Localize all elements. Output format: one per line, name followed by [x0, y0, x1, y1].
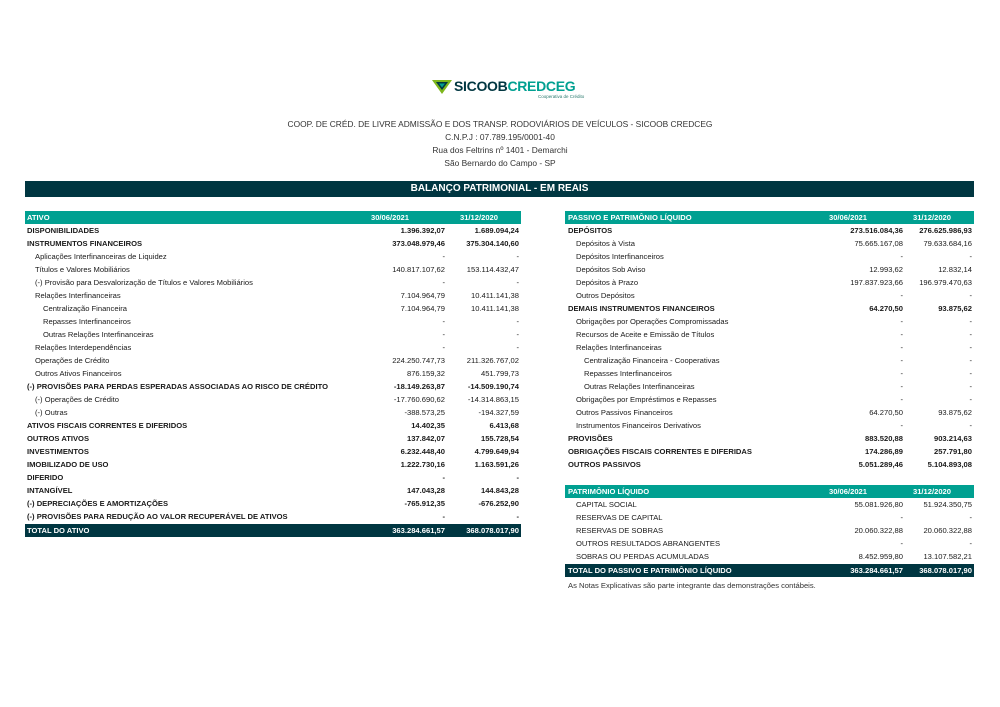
table-row: Operações de Crédito 224.250.747,73 211.326.767,02: [35, 356, 519, 365]
table-row: Repasses Interfinanceiros - -: [584, 369, 972, 378]
logo-brand: SICOOBCREDCEG: [454, 78, 576, 94]
table-row: Outras Relações Interfinanceiras - -: [584, 382, 972, 391]
table-row: PROVISÕES 883.520,88 903.214,63: [568, 434, 972, 443]
table-row: ATIVOS FISCAIS CORRENTES E DIFERIDOS 14.402,35 6.413,68: [27, 421, 519, 430]
table-row: INVESTIMENTOS 6.232.448,40 4.799.649,94: [27, 447, 519, 456]
table-row: Relações Interfinanceiras - -: [576, 343, 972, 352]
table-row: Títulos e Valores Mobiliários 140.817.107,62 153.114.432,47: [35, 265, 519, 274]
table-row: Repasses Interfinanceiros - -: [43, 317, 519, 326]
table-row: INSTRUMENTOS FINANCEIROS 373.048.979,46 375.304.140,60: [27, 239, 519, 248]
table-row: Centralização Financeira - Cooperativas - -: [584, 356, 972, 365]
table-row: Obrigações por Empréstimos e Repasses - -: [576, 395, 972, 404]
sicoob-logo: [432, 78, 585, 102]
table-row: RESERVAS DE SOBRAS 20.060.322,88 20.060.322,88: [576, 526, 972, 535]
table-row: Instrumentos Financeiros Derivativos - -: [576, 421, 972, 430]
table-row: INTANGÍVEL 147.043,28 144.843,28: [27, 486, 519, 495]
table-row: Recursos de Aceite e Emissão de Títulos - -: [576, 330, 972, 339]
table-row: Depósitos Sob Aviso 12.993,62 12.832,14: [576, 265, 972, 274]
table-row: DEPÓSITOS 273.516.084,36 276.625.986,93: [568, 226, 972, 235]
passivo-total-row: TOTAL DO PASSIVO E PATRIMÔNIO LÍQUIDO 363.284.661,57 368.078.017,90: [565, 564, 974, 577]
table-row: OUTROS ATIVOS 137.842,07 155.728,54: [27, 434, 519, 443]
table-row: (-) PROVISÕES PARA PERDAS ESPERADAS ASSOCIADAS AO RISCO DE CRÉDITO -18.149.263,87 -14.509.190,74: [27, 382, 519, 391]
page-title: BALANÇO PATRIMONIAL - EM REAIS: [25, 181, 974, 197]
table-row: Outros Passivos Financeiros 64.270,50 93.875,62: [576, 408, 972, 417]
table-row: DEMAIS INSTRUMENTOS FINANCEIROS 64.270,50 93.875,62: [568, 304, 972, 313]
passivo-header-row: PASSIVO E PATRIMÔNIO LÍQUIDO 30/06/2021 31/12/2020: [565, 211, 974, 224]
table-row: Depósitos Interfinanceiros - -: [576, 252, 972, 261]
table-row: Outros Depósitos - -: [576, 291, 972, 300]
table-row: Relações Interfinanceiras 7.104.964,79 10.411.141,38: [35, 291, 519, 300]
table-row: SOBRAS OU PERDAS ACUMULADAS 8.452.959,80 13.107.582,21: [576, 552, 972, 561]
table-row: Aplicações Interfinanceiras de Liquidez - -: [35, 252, 519, 261]
ativo-total-row: TOTAL DO ATIVO 363.284.661,57 368.078.017,90: [27, 526, 519, 535]
table-row: Outros Ativos Financeiros 876.159,32 451.799,73: [35, 369, 519, 378]
table-row: (-) Operações de Crédito -17.760.690,62 -14.314.863,15: [35, 395, 519, 404]
logo-subtitle: Cooperativa de Crédito: [538, 94, 585, 99]
table-row: DISPONIBILIDADES 1.396.392,07 1.689.094,24: [27, 226, 519, 235]
table-row: CAPITAL SOCIAL 55.081.926,80 51.924.350,75: [576, 500, 972, 509]
company-cnpj: C.N.P.J : 07.789.195/0001-40: [445, 132, 555, 142]
table-row: Obrigações por Operações Compromissadas - -: [576, 317, 972, 326]
sicoob-logo-icon: [432, 80, 452, 94]
company-name: COOP. DE CRÉD. DE LIVRE ADMISSÃO E DOS TRANSP. RODOVIÁRIOS DE VEÍCULOS - SICOOB CREDCEG: [287, 119, 713, 129]
table-row: Depósitos à Vista 75.665.167,08 79.633.684,16: [576, 239, 972, 248]
table-row: Outras Relações Interfinanceiras - -: [43, 330, 519, 339]
table-row: IMOBILIZADO DE USO 1.222.730,16 1.163.591,26: [27, 460, 519, 469]
company-header: [0, 118, 1000, 170]
table-row: Centralização Financeira 7.104.964,79 10.411.141,38: [43, 304, 519, 313]
company-address: Rua dos Feltrins nº 1401 - Demarchi: [432, 145, 568, 155]
table-row: DIFERIDO - -: [27, 473, 519, 482]
table-row: OUTROS RESULTADOS ABRANGENTES - -: [576, 539, 972, 548]
patrimonio-header-row: PATRIMÔNIO LÍQUIDO 30/06/2021 31/12/2020: [565, 485, 974, 498]
table-row: OBRIGAÇÕES FISCAIS CORRENTES E DIFERIDAS 174.286,89 257.791,80: [568, 447, 972, 456]
ativo-header-row: ATIVO 30/06/2021 31/12/2020: [25, 211, 521, 224]
table-row: Relações Interdependências - -: [35, 343, 519, 352]
table-row: (-) Provisão para Desvalorização de Títulos e Valores Mobiliários - -: [35, 278, 519, 287]
table-row: (-) Outras -388.573,25 -194.327,59: [35, 408, 519, 417]
company-city: São Bernardo do Campo - SP: [444, 158, 556, 168]
table-row: (-) DEPRECIAÇÕES E AMORTIZAÇÕES -765.912,35 -676.252,90: [27, 499, 519, 508]
table-row: (-) PROVISÕES PARA REDUÇÃO AO VALOR RECUPERÁVEL DE ATIVOS - -: [27, 512, 519, 521]
table-row: OUTROS PASSIVOS 5.051.289,46 5.104.893,08: [568, 460, 972, 469]
table-row: Depósitos à Prazo 197.837.923,66 196.979.470,63: [576, 278, 972, 287]
table-row: RESERVAS DE CAPITAL - -: [576, 513, 972, 522]
footnote: As Notas Explicativas são parte integrante das demonstrações contábeis.: [568, 581, 816, 590]
